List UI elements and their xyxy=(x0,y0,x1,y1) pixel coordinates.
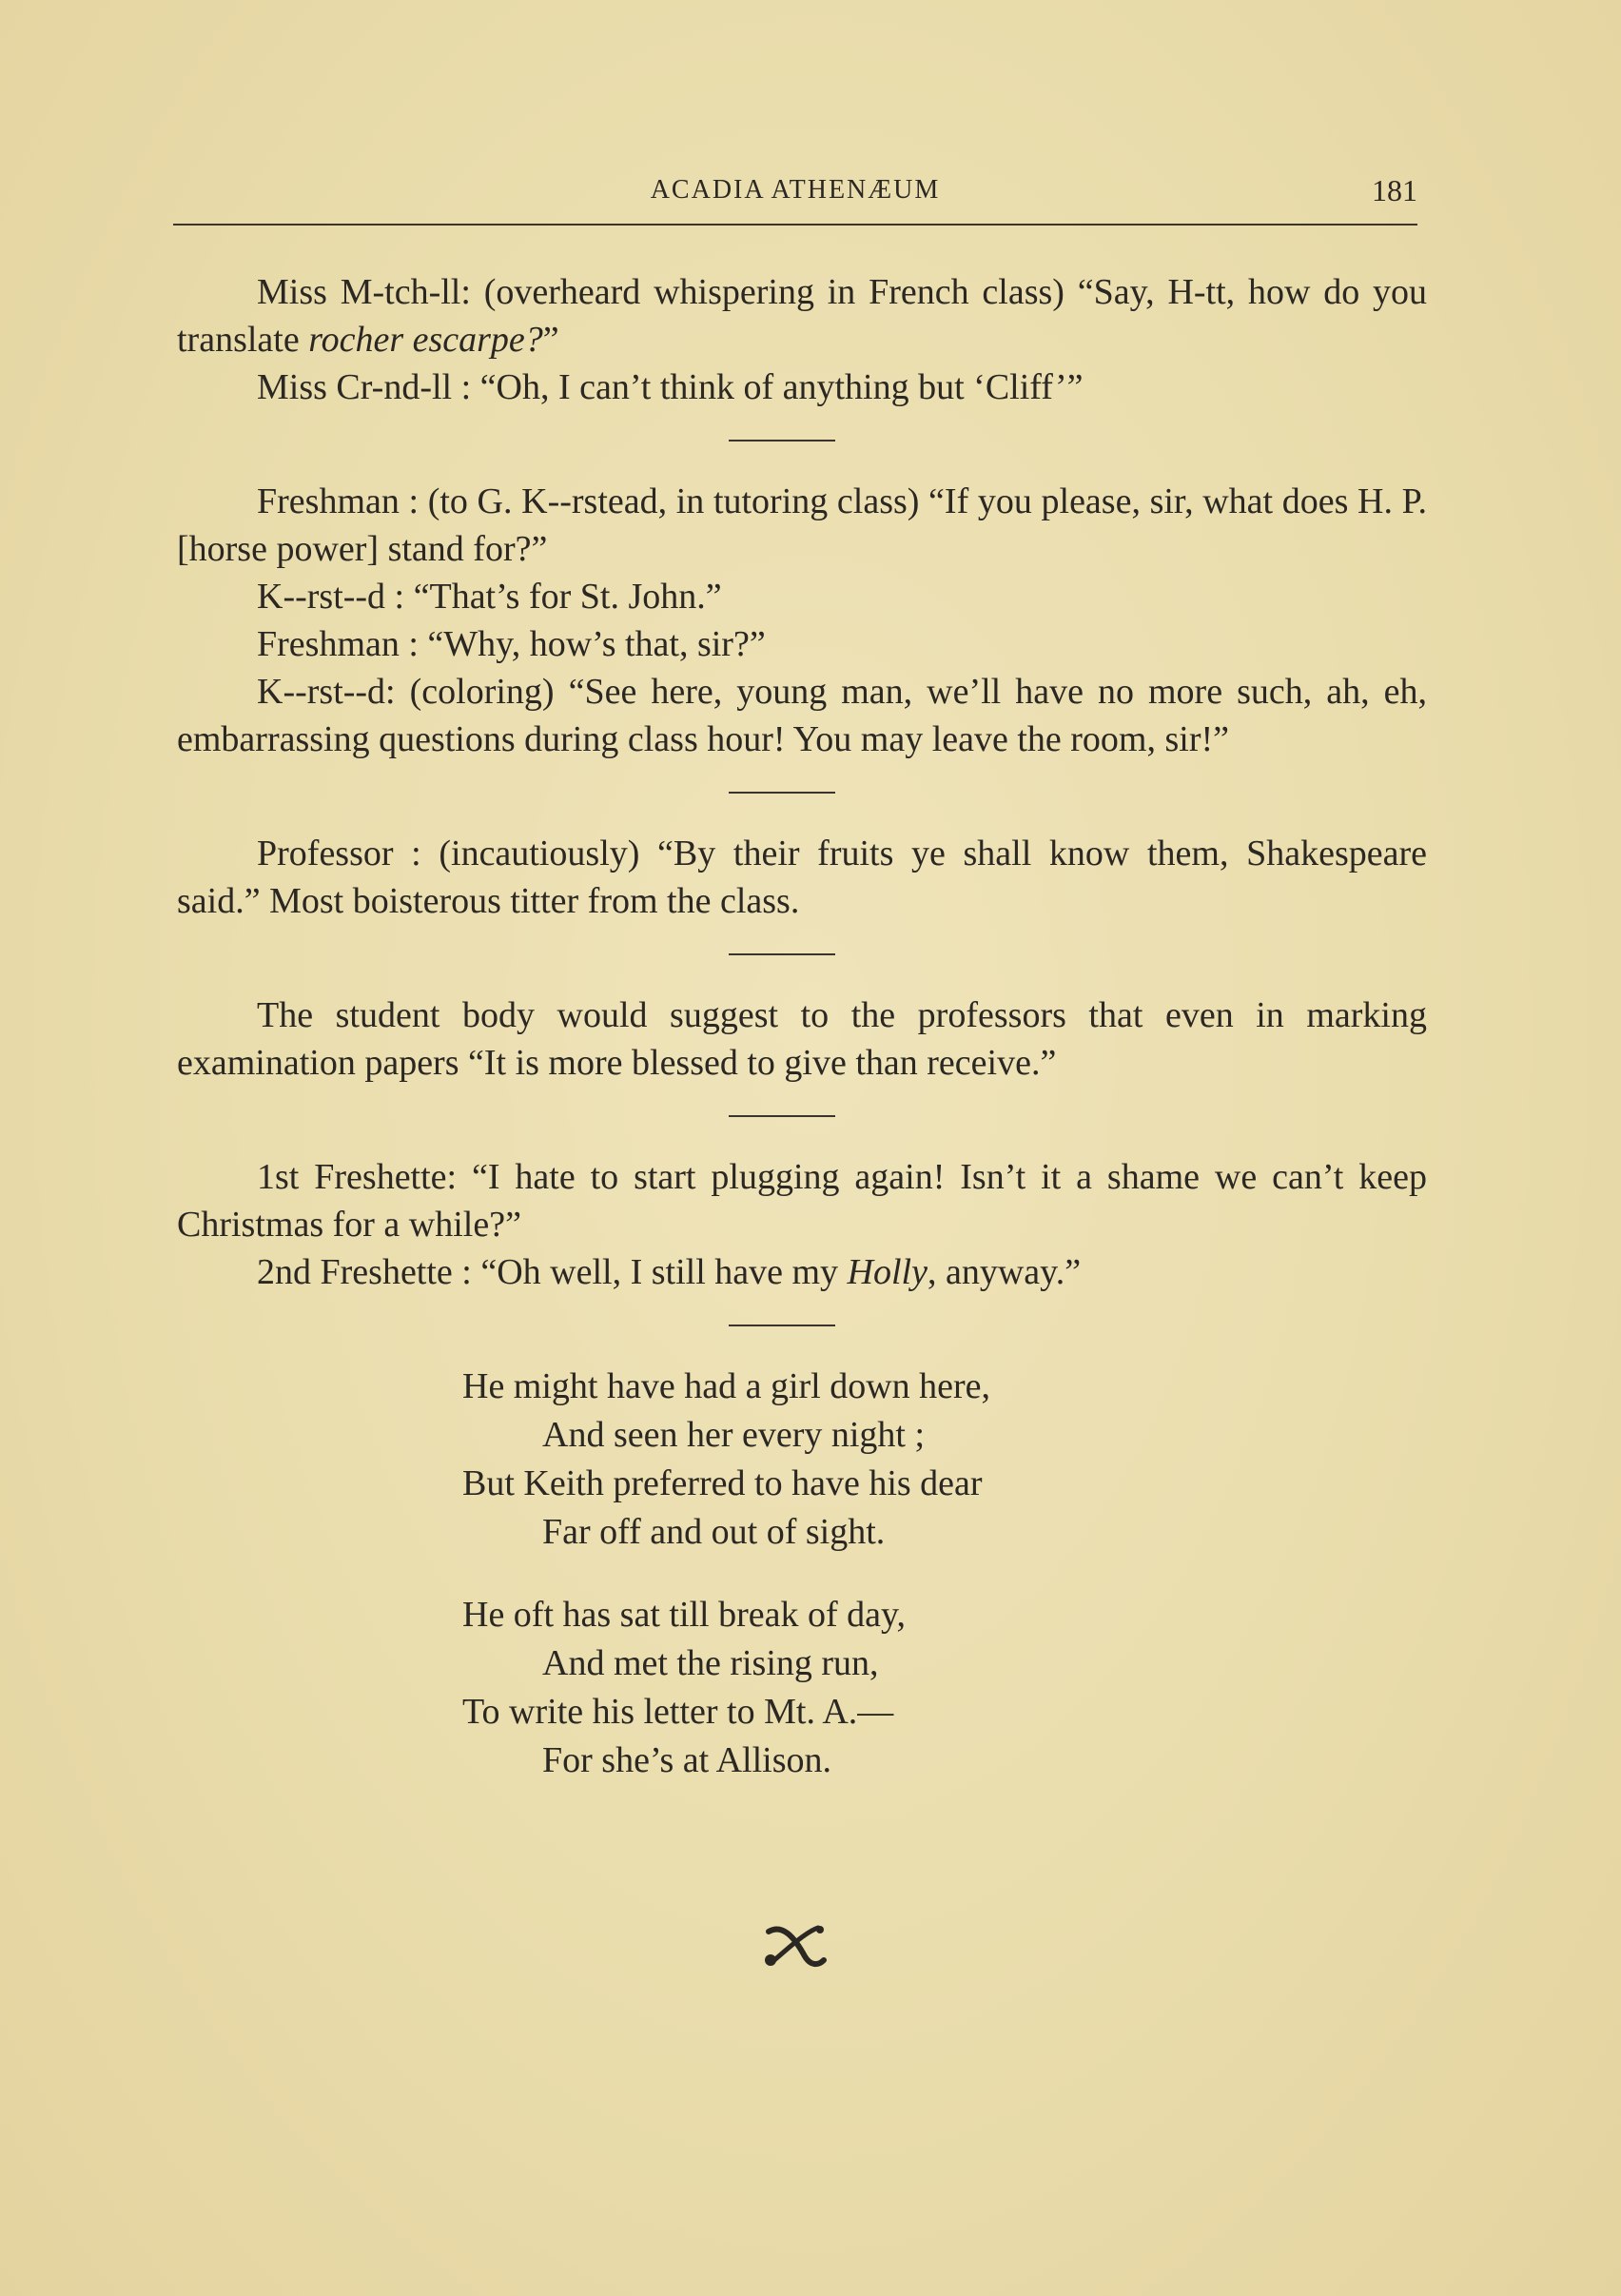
entry-line: Miss Cr-nd-ll : “Oh, I can’t think of anything but ‘Cliff’” xyxy=(257,367,1084,407)
poem-line: He might have had a girl down here, xyxy=(462,1366,991,1406)
entry-line: Freshman : (to G. K--rstead, in tutoring class) “If you please, sir, what does H. P. [horse power] stand for?” xyxy=(177,481,1427,569)
entry-line: K--rst--d: (coloring) “See here, young man, we’ll have no more such, ah, eh, embarrassing questions during class hour! You may leave the room, sir!” xyxy=(177,672,1427,759)
entry-line: Freshman : “Why, how’s that, sir?” xyxy=(257,624,766,664)
separator-rule xyxy=(729,1325,835,1326)
separator-rule xyxy=(729,1115,835,1117)
entry-line: 1st Freshette: “I hate to start plugging again! Isn’t it a shame we can’t keep Christmas for a while?” xyxy=(177,1157,1427,1245)
entry-line: The student body would suggest to the professors that even in marking examination papers “It is more blessed to give than receive.” xyxy=(177,995,1427,1083)
poem-line: But Keith preferred to have his dear xyxy=(462,1463,983,1503)
journal-title: ACADIA ATHENÆUM xyxy=(650,175,941,205)
poem-line: And met the rising run, xyxy=(542,1643,879,1683)
poem-line: And seen her every night ; xyxy=(542,1415,926,1455)
x-ornament-icon xyxy=(761,1922,828,1970)
entry-line: Professor : (incautiously) “By their fruits ye shall know them, Shakespeare said.” Most boisterous titter from the class. xyxy=(177,834,1427,921)
entry-line: 2nd Freshette : “Oh well, I still have my Holly, anyway.” xyxy=(257,1252,1082,1292)
entry-line: Miss M-tch-ll: (overheard whispering in French class) “Say, H-tt, how do you translate rocher escarpe?” xyxy=(177,272,1427,360)
separator-rule xyxy=(729,792,835,794)
entry-line: K--rst--d : “That’s for St. John.” xyxy=(257,577,722,617)
poem xyxy=(462,1363,1427,1785)
page-body xyxy=(177,268,1427,1785)
stanza-gap xyxy=(462,1557,1427,1591)
separator-rule xyxy=(729,440,835,442)
page-number: 181 xyxy=(1372,173,1417,207)
poem-line: To write his letter to Mt. A.— xyxy=(462,1692,894,1732)
header-rule xyxy=(173,224,1417,226)
poem-line: For she’s at Allison. xyxy=(542,1740,832,1780)
poem-line: Far off and out of sight. xyxy=(542,1512,886,1552)
running-header xyxy=(173,169,1417,213)
poem-line: He oft has sat till break of day, xyxy=(462,1595,907,1635)
separator-rule xyxy=(729,953,835,955)
